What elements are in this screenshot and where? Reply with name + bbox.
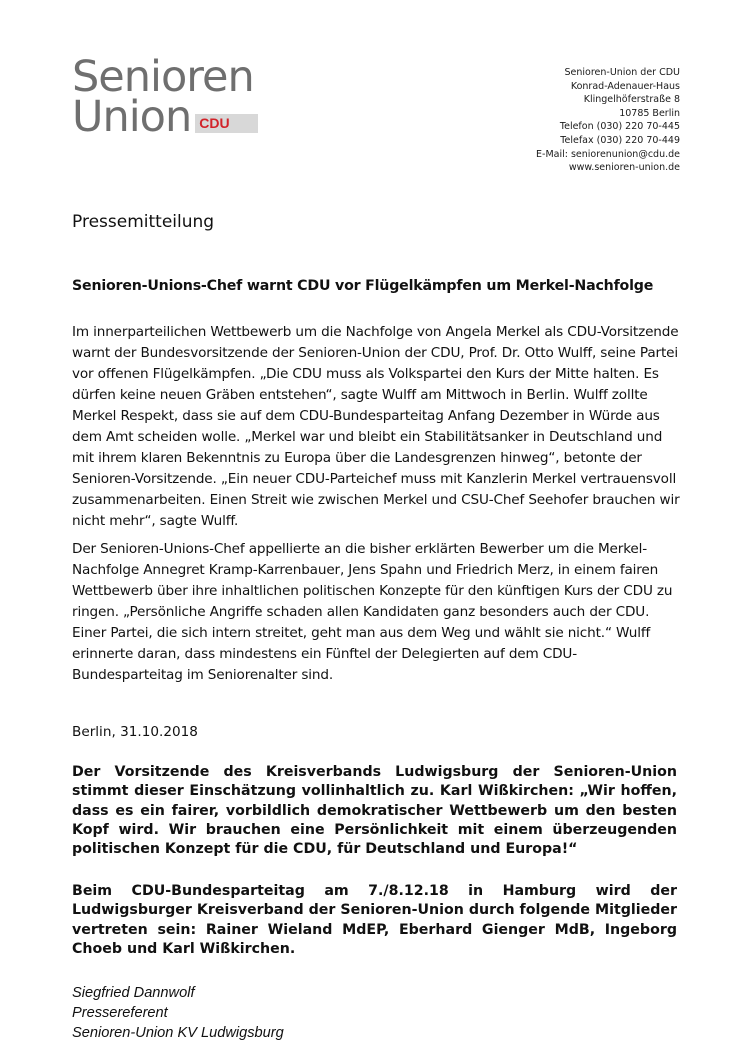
signature-role: Pressereferent	[72, 1005, 168, 1021]
address-email: E-Mail: seniorenunion@cdu.de	[536, 148, 680, 160]
logo-word-union: Union	[72, 92, 192, 142]
senioren-union-logo	[72, 52, 258, 142]
body-paragraph-1: Im innerparteilichen Wettbewerb um die Nachfolge von Angela Merkel als CDU-Vorsitzende warnt der Bundesvorsitzende der Senioren-Union der CDU, Prof. Dr. Otto Wulff, seine Partei vor offenen Flügelkämpfen. „Die CDU muss als Volkspartei den Kurs der Mitte halten. Es dürfen keine neuen Gräben entstehen“, sagte Wulff am Mittwoch in Berlin. Wulff zollte Merkel Respekt, dass sie auf dem CDU-Bundesparteitag Anfang Dezember in Würde aus dem Amt scheiden wolle. „Merkel war und bleibt ein Stabilitätsanker in Deutschland und mit ihrem klaren Bekenntnis zu Europa über die Landesgrenzen hinweg“, betonte der Senioren-Vorsitzende. „Ein neuer CDU-Parteichef muss mit Kanzlerin Merkel vertrauensvoll zusammenarbeiten. Einen Streit wie zwischen Merkel und CSU-Chef Seehofer brauchen wir nicht mehr“, sagte Wulff.	[72, 324, 680, 529]
signature-block	[72, 983, 284, 1043]
signature-organization: Senioren-Union KV Ludwigsburg	[72, 1025, 284, 1041]
body-paragraph-2: Der Senioren-Unions-Chef appellierte an die bisher erklärten Bewerber um die Merkel-Nachfolge Annegret Kramp-Karrenbauer, Jens Spahn und Friedrich Merz, in einem fairen Wettbewerb über ihre inhaltlichen politischen Konzepte für den künftigen Kurs der CDU zu ringen. „Persönliche Angriffe schaden allen Kandidaten ganz besonders auch der CDU. Einer Partei, die sich intern streitet, geht man aus dem Weg und wählt sie nicht.“ Wulff erinnerte daran, dass mindestens ein Fünftel der Delegierten auf dem CDU-Bundesparteitag im Seniorenalter sind.	[72, 541, 673, 683]
cdu-badge: CDU	[195, 114, 258, 133]
signature-name: Siegfried Dannwolf	[72, 985, 195, 1001]
dateline: Berlin, 31.10.2018	[72, 724, 198, 740]
address-street: Klingelhöferstraße 8	[583, 94, 680, 106]
bold-paragraph-2: Beim CDU-Bundesparteitag am 7./8.12.18 in Hamburg wird der Ludwigsburger Kreisverband der Senioren-Union durch folgende Mitglieder vertreten sein: Rainer Wieland MdEP, Eberhard Gienger MdB, Ingeborg Choeb und Karl Wißkirchen.	[72, 883, 677, 957]
address-organization: Senioren-Union der CDU	[564, 67, 680, 78]
document-heading: Pressemitteilung	[72, 212, 215, 232]
address-city: 10785 Berlin	[619, 107, 680, 119]
logo-line-senioren: Senioren	[72, 52, 254, 102]
address-fax: Telefax (030) 220 70-449	[560, 134, 680, 146]
bold-paragraph-1: Der Vorsitzende des Kreisverbands Ludwigsburg der Senioren-Union stimmt dieser Einschätzung vollinhaltlich zu. Karl Wißkirchen: „Wir hoffen, dass es ein fairer, vorbildlich demokratischer Wettbewerb um den besten Kopf wird. Wir brauchen eine Persönlichkeit mit einem überzeugenden politischen Konzept für die CDU, für Deutschland und Europa!“	[72, 764, 677, 858]
sender-address	[536, 66, 680, 175]
logo-line-union	[72, 92, 258, 142]
press-release-title: Senioren-Unions-Chef warnt CDU vor Flügelkämpfen um Merkel-Nachfolge	[72, 278, 654, 294]
address-building: Konrad-Adenauer-Haus	[570, 80, 680, 92]
address-website: www.senioren-union.de	[568, 162, 680, 174]
address-phone: Telefon (030) 220 70-445	[559, 121, 680, 133]
